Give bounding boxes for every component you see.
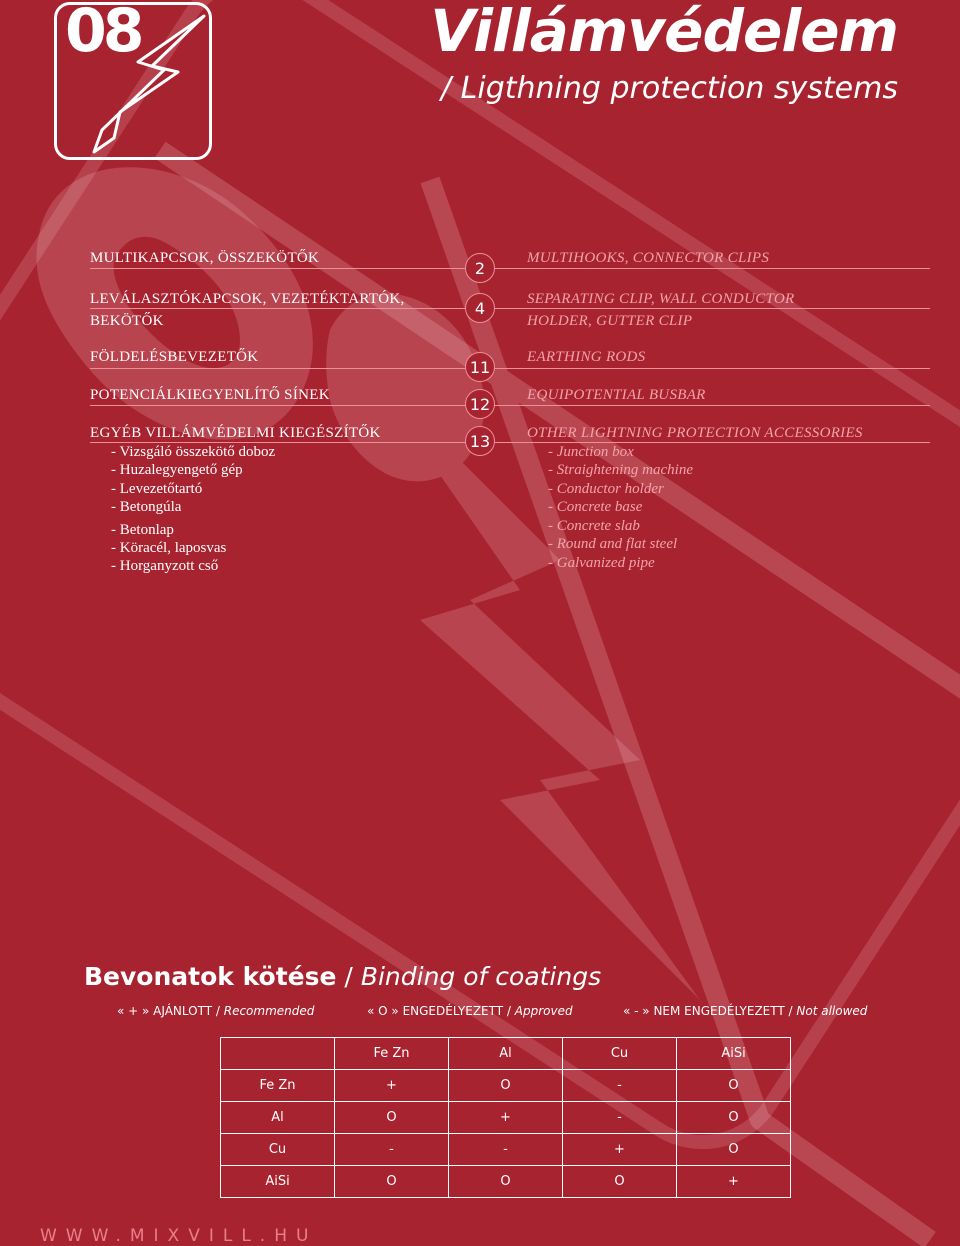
page-number-badge: 11 <box>465 352 495 382</box>
index-label-hu: BEKÖTŐK <box>90 313 164 329</box>
sub-item-hu: - Betongúla <box>111 499 182 515</box>
table-cell: - <box>449 1134 563 1166</box>
table-cell: - <box>563 1102 677 1134</box>
index-label-en: SEPARATING CLIP, WALL CONDUCTOR <box>527 291 795 307</box>
table-row-header: Al <box>221 1102 335 1134</box>
coatings-title <box>84 962 601 991</box>
sub-item-en: - Straightening machine <box>548 462 693 478</box>
index-label-hu: MULTIKAPCSOK, ÖSSZEKÖTŐK <box>90 250 320 266</box>
sub-item-en: - Concrete base <box>548 499 643 515</box>
table-header-cell: Fe Zn <box>335 1038 449 1070</box>
table-cell: - <box>335 1134 449 1166</box>
table-cell: O <box>677 1102 791 1134</box>
index-label-en: OTHER LIGHTNING PROTECTION ACCESSORIES <box>527 425 863 441</box>
index-label-en: MULTIHOOKS, CONNECTOR CLIPS <box>527 250 770 266</box>
sub-item-en: - Junction box <box>548 444 634 460</box>
coatings-table <box>220 1037 791 1198</box>
sub-item-en: - Concrete slab <box>548 518 640 534</box>
table-cell: O <box>677 1134 791 1166</box>
index-label-hu: POTENCIÁLKIEGYENLÍTŐ SÍNEK <box>90 387 330 403</box>
table-cell: O <box>449 1070 563 1102</box>
legend-approved: « O » ENGEDÉLYEZETT / Approved <box>367 1004 573 1018</box>
table-header-cell: Cu <box>563 1038 677 1070</box>
table-cell: O <box>335 1166 449 1198</box>
sub-item-en: - Galvanized pipe <box>548 555 655 571</box>
coatings-title-en: Binding of coatings <box>360 962 602 991</box>
page-title: Villámvédelem <box>430 0 898 65</box>
table-row <box>221 1102 791 1134</box>
table-row <box>221 1166 791 1198</box>
legend-not-allowed: « - » NEM ENGEDÉLYEZETT / Not allowed <box>623 1004 868 1018</box>
table-cell: + <box>677 1166 791 1198</box>
index-rule <box>90 268 930 269</box>
table-header-cell: Al <box>449 1038 563 1070</box>
sub-item-en: - Conductor holder <box>548 481 664 497</box>
index-label-hu: FÖLDELÉSBEVEZETŐK <box>90 349 259 365</box>
page-number-badge: 12 <box>465 389 495 419</box>
sub-item-hu: - Huzalegyengető gép <box>111 462 243 478</box>
index-label-en: HOLDER, GUTTER CLIP <box>527 313 693 329</box>
footer-url: WWW.MIXVILL.HU <box>40 1226 318 1246</box>
index-rule <box>90 368 930 369</box>
table-cell: O <box>677 1070 791 1102</box>
table-cell: O <box>335 1102 449 1134</box>
index-label-hu: EGYÉB VILLÁMVÉDELMI KIEGÉSZÍTŐK <box>90 425 381 441</box>
table-row-header: AiSi <box>221 1166 335 1198</box>
table-row-header: Cu <box>221 1134 335 1166</box>
page-number-badge: 2 <box>465 253 495 283</box>
index-label-hu: LEVÁLASZTÓKAPCSOK, VEZETÉKTARTÓK, <box>90 291 405 307</box>
page-subtitle: / Ligthning protection systems <box>441 71 898 106</box>
sub-item-hu: - Levezetőtartó <box>111 481 203 497</box>
table-row-header: Fe Zn <box>221 1070 335 1102</box>
logo <box>54 2 212 160</box>
coatings-title-separator: / <box>336 962 361 991</box>
table-row <box>221 1134 791 1166</box>
legend-recommended: « + » AJÁNLOTT / Recommended <box>117 1004 315 1018</box>
sub-item-hu: - Betonlap <box>111 522 174 538</box>
table-cell: + <box>335 1070 449 1102</box>
index-rule <box>90 405 930 406</box>
table-cell: + <box>449 1102 563 1134</box>
page-number-badge: 13 <box>465 426 495 456</box>
sub-item-hu: - Vizsgáló összekötő doboz <box>111 444 276 460</box>
coatings-title-hu: Bevonatok kötése <box>84 962 337 991</box>
table-header-cell: AiSi <box>677 1038 791 1070</box>
sub-item-hu: - Köracél, laposvas <box>111 540 227 556</box>
table-header-cell <box>221 1038 335 1070</box>
page-number-badge: 4 <box>465 293 495 323</box>
index-label-en: EQUIPOTENTIAL BUSBAR <box>527 387 706 403</box>
table-cell: O <box>563 1166 677 1198</box>
lightning-bolt-icon <box>54 2 212 160</box>
logo-number: 08 <box>65 0 141 66</box>
table-row <box>221 1070 791 1102</box>
sub-item-hu: - Horganyzott cső <box>111 558 219 574</box>
table-cell: + <box>563 1134 677 1166</box>
table-header-row <box>221 1038 791 1070</box>
sub-item-en: - Round and flat steel <box>548 536 678 552</box>
table-cell: - <box>563 1070 677 1102</box>
table-cell: O <box>449 1166 563 1198</box>
index-label-en: EARTHING RODS <box>527 349 646 365</box>
